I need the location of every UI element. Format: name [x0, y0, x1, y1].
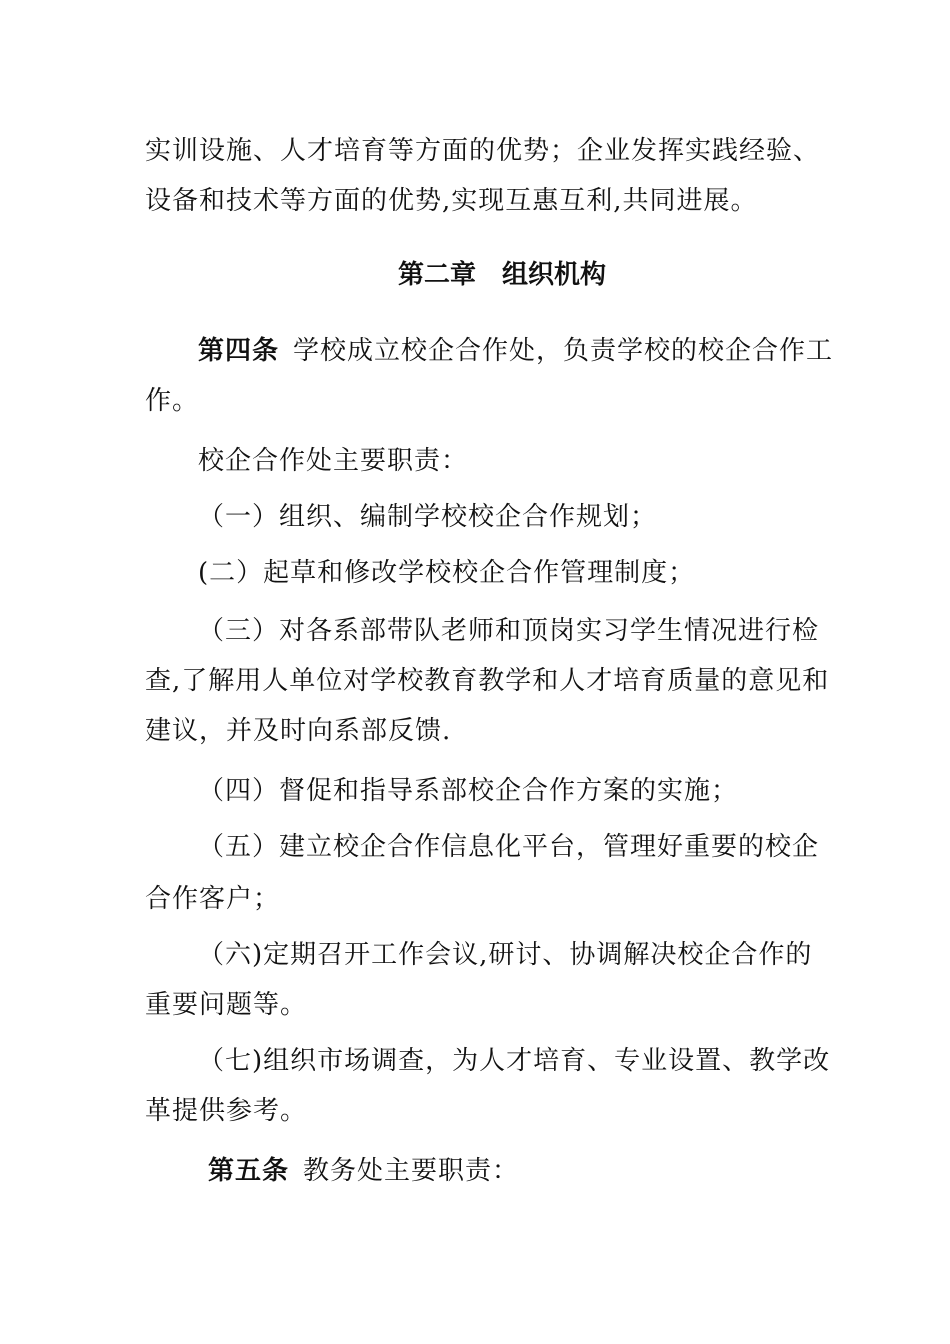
- article-4-label: 第四条: [198, 336, 280, 366]
- duty-item-6-line: （六)定期召开工作会议,研讨、协调解决校企合作的: [198, 940, 813, 970]
- duty-item-2: (二）起草和修改学校校企合作管理制度；: [198, 558, 696, 588]
- duties-intro: 校企合作处主要职责：: [198, 446, 469, 476]
- article-4-text: 学校成立校企合作处，负责学校的校企合作工: [293, 336, 834, 366]
- chapter-heading: 第二章 组织机构: [397, 260, 606, 290]
- duty-item-3-line: 查,了解用人单位对学校教育教学和人才培育质量的意见和: [145, 666, 830, 696]
- duty-item-5-line: （五）建立校企合作信息化平台，管理好重要的校企: [198, 832, 820, 862]
- duty-item-3-line: （三）对各系部带队老师和顶岗实习学生情况进行检: [198, 616, 820, 646]
- duty-item-4: （四）督促和指导系部校企合作方案的实施；: [198, 776, 739, 806]
- duty-item-3-line: 建议，并及时向系部反馈.: [145, 716, 452, 746]
- duty-item-6-line: 重要问题等。: [145, 990, 308, 1020]
- article-5-text: 教务处主要职责：: [303, 1156, 520, 1186]
- paragraph-line: 实训设施、人才培育等方面的优势；企业发挥实践经验、: [145, 136, 821, 166]
- article-5-label: 第五条: [208, 1156, 290, 1186]
- article-5-line: [208, 1156, 519, 1186]
- article-4-line-2: 作。: [145, 386, 200, 416]
- duty-item-5-line: 合作客户；: [145, 884, 281, 914]
- duty-item-1: （一）组织、编制学校校企合作规划；: [198, 502, 658, 532]
- article-4-line: [198, 336, 833, 366]
- duty-item-7-line: （七)组织市场调查，为人才培育、专业设置、教学改: [198, 1046, 831, 1076]
- duty-item-7-line: 革提供参考。: [145, 1096, 308, 1126]
- paragraph-line: 设备和技术等方面的优势,实现互惠互利,共同进展。: [145, 186, 758, 216]
